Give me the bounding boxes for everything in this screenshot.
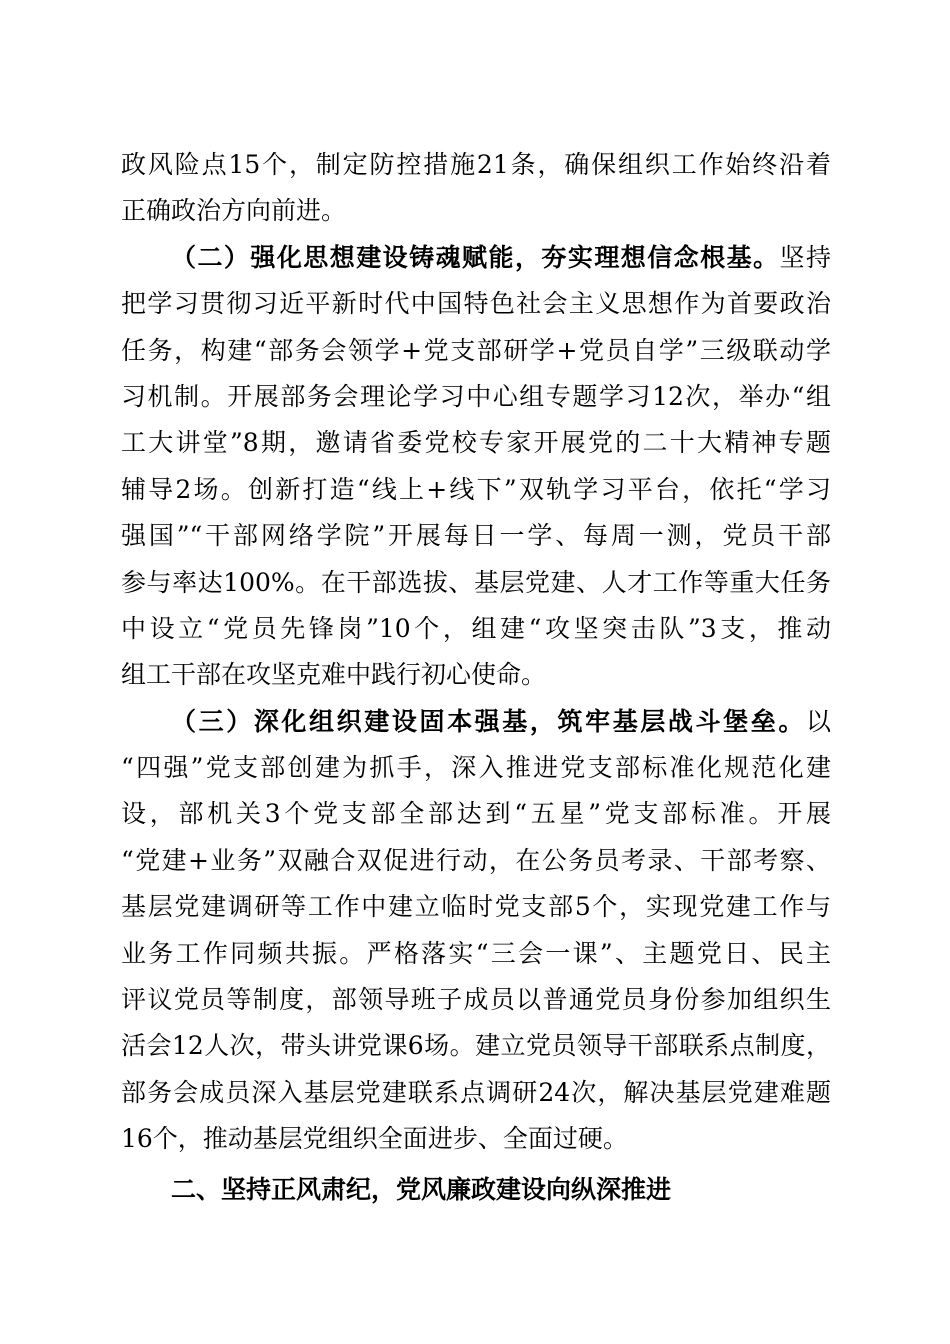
text-line: 设，部机关3个党支部全部达到“五星”党支部标准。开展 bbox=[121, 799, 831, 829]
paragraph-first-line-rest: 以 bbox=[805, 706, 831, 736]
text-line: “党建+业务”双融合双促进行动，在公务员考录、干部考察、 bbox=[121, 845, 831, 875]
section-heading: 二、坚持正风肃纪，党风廉政建设向纵深推进 bbox=[171, 1174, 672, 1204]
text-line: “四强”党支部创建为抓手，深入推进党支部标准化规范化建 bbox=[121, 753, 831, 783]
text-line: 组工干部在攻坚克难中践行初心使命。 bbox=[121, 660, 547, 690]
text-line: 16个，推动基层党组织全面进步、全面过硬。 bbox=[121, 1124, 628, 1154]
text-line: 中设立“党员先锋岗”10个，组建“攻坚突击队”3支，推动 bbox=[121, 613, 831, 643]
text-line: 任务，构建“部务会领学+党支部研学+党员自学”三级联动学 bbox=[121, 335, 831, 365]
text-line: 部务会成员深入基层党建联系点调研24次，解决基层党建难题 bbox=[121, 1077, 831, 1107]
text-line: 评议党员等制度，部领导班子成员以普通党员身份参加组织生 bbox=[121, 985, 831, 1015]
paragraph-lead: （三）深化组织建设固本强基，筑牢基层战斗堡垒。 bbox=[171, 706, 806, 736]
text-line: 工大讲堂”8期，邀请省委党校专家开展党的二十大精神专题 bbox=[121, 428, 831, 458]
text-line: 政风险点15个，制定防控措施21条，确保组织工作始终沿着 bbox=[121, 150, 831, 179]
text-line: 强国”“干部网络学院”开展每日一学、每周一测，党员干部 bbox=[121, 521, 831, 551]
paragraph-lead: （二）强化思想建设铸魂赋能，夯实理想信念根基。 bbox=[171, 242, 780, 272]
document-body bbox=[121, 142, 831, 1213]
text-line: 正确政治方向前进。 bbox=[121, 196, 347, 226]
text-line: 业务工作同频共振。严格落实“三会一课”、主题党日、民主 bbox=[121, 938, 831, 968]
text-line: 习机制。开展部务会理论学习中心组专题学习12次，举办“组 bbox=[121, 381, 831, 411]
text-line: 辅导2场。创新打造“线上+线下”双轨学习平台，依托“学习 bbox=[121, 474, 831, 504]
text-line: 活会12人次，带头讲党课6场。建立党员领导干部联系点制度， bbox=[121, 1031, 831, 1061]
paragraph-first-line-rest: 坚持 bbox=[779, 242, 831, 272]
text-line: 把学习贯彻习近平新时代中国特色社会主义思想作为首要政治 bbox=[121, 289, 831, 319]
paragraph-first-line bbox=[121, 699, 831, 745]
paragraph-first-line bbox=[121, 235, 831, 281]
text-line: 基层党建调研等工作中建立临时党支部5个，实现党建工作与 bbox=[121, 892, 831, 922]
text-line: 参与率达100%。在干部选拔、基层党建、人才工作等重大任务 bbox=[121, 567, 831, 597]
